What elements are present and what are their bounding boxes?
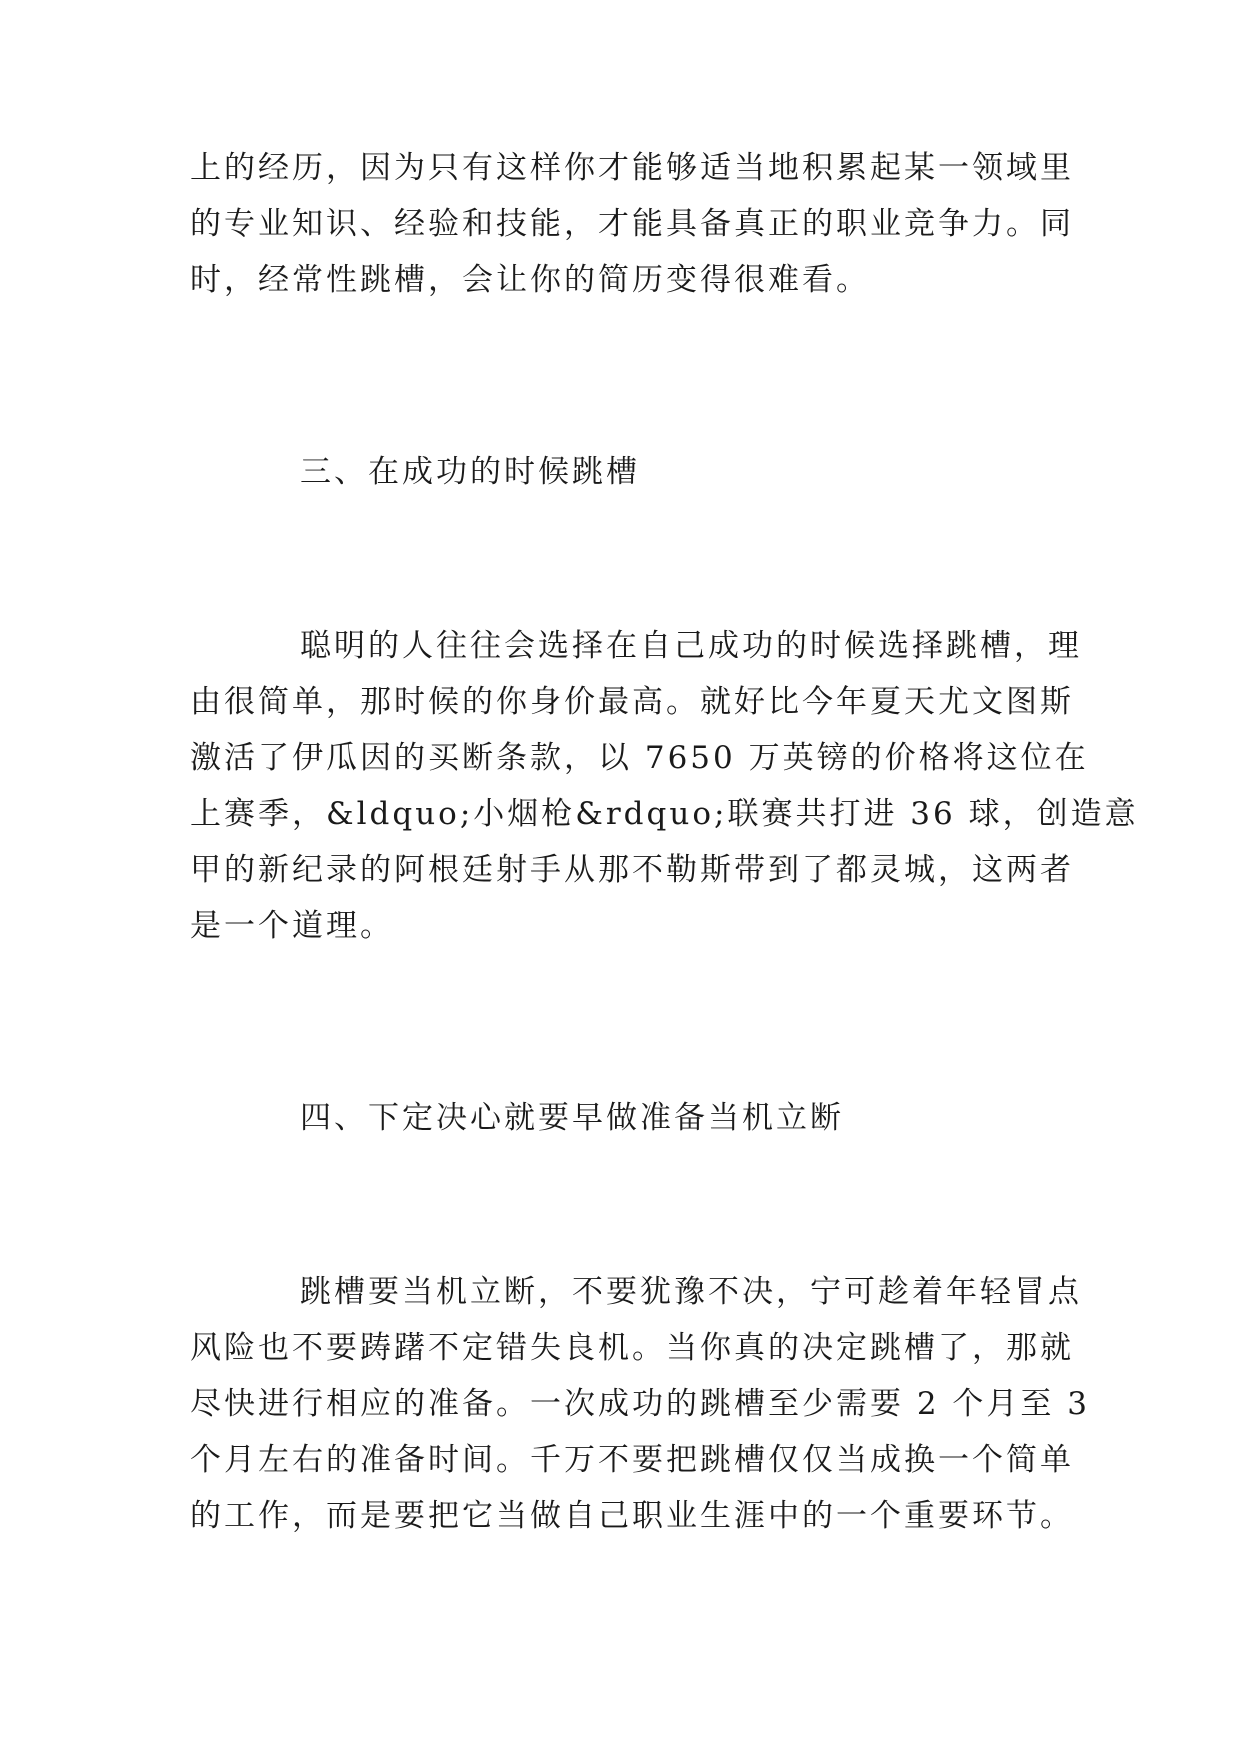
section-3-line-4: 上赛季，&ldquo;小烟枪&rdquo;联赛共打进 36 球，创造意 bbox=[190, 796, 1139, 832]
section-4-line-1: 跳槽要当机立断，不要犹豫不决，宁可趁着年轻冒点 bbox=[300, 1274, 1082, 1310]
section-4-line-5: 的工作，而是要把它当做自己职业生涯中的一个重要环节。 bbox=[190, 1498, 1074, 1534]
intro-line-2: 的专业知识、经验和技能，才能具备真正的职业竞争力。同 bbox=[190, 206, 1074, 242]
intro-line-3: 时，经常性跳槽，会让你的简历变得很难看。 bbox=[190, 262, 870, 298]
section-3-line-6: 是一个道理。 bbox=[190, 908, 394, 944]
section-3-line-3: 激活了伊瓜因的买断条款，以 7650 万英镑的价格将这位在 bbox=[190, 740, 1089, 776]
section-4-heading: 四、下定决心就要早做准备当机立断 bbox=[300, 1100, 844, 1136]
section-3-line-1: 聪明的人往往会选择在自己成功的时候选择跳槽，理 bbox=[300, 628, 1082, 664]
section-4-line-2: 风险也不要踌躇不定错失良机。当你真的决定跳槽了，那就 bbox=[190, 1330, 1074, 1366]
section-4-line-3: 尽快进行相应的准备。一次成功的跳槽至少需要 2 个月至 3 bbox=[190, 1386, 1091, 1422]
section-4-line-4: 个月左右的准备时间。千万不要把跳槽仅仅当成换一个简单 bbox=[190, 1442, 1074, 1478]
section-3-heading: 三、在成功的时候跳槽 bbox=[300, 454, 640, 490]
section-3-line-5: 甲的新纪录的阿根廷射手从那不勒斯带到了都灵城，这两者 bbox=[190, 852, 1074, 888]
section-3-line-2: 由很简单，那时候的你身价最高。就好比今年夏天尤文图斯 bbox=[190, 684, 1074, 720]
intro-line-1: 上的经历，因为只有这样你才能够适当地积累起某一领域里 bbox=[190, 150, 1074, 186]
